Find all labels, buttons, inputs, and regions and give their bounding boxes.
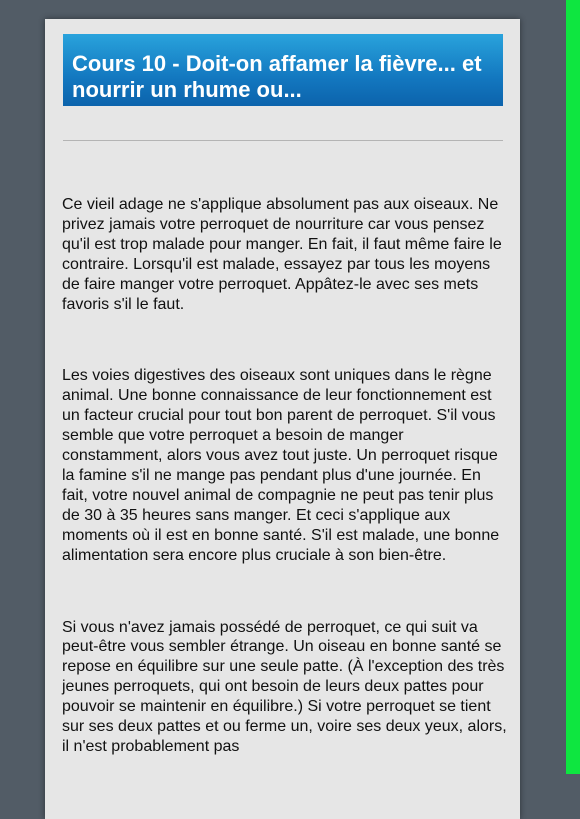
scrollbar-accent-bar xyxy=(566,0,580,774)
title-banner xyxy=(63,34,503,106)
paragraph-3: Si vous n'avez jamais possédé de perroquet, ce qui suit va peut-être vous sembler étrange. Un oiseau en bonne santé se repose en équilibre sur une seule patte. (À l'exception des très jeunes perroquets, qui ont besoin de leurs deux pattes pour pouvoir se maintenir en équilibre.) Si votre perroquet se tient sur ses deux pattes et ou ferme un, voire ses deux yeux, alors, il n'est probablement pas xyxy=(62,618,507,755)
paragraph-1: Ce vieil adage ne s'applique absolument pas aux oiseaux. Ne privez jamais votre perroquet de nourriture car vous pensez qu'il est trop malade pour manger. En fait, il faut même faire le contraire. Lorsqu'il est malade, essayez par tous les moyens de faire manger votre perroquet. Appâtez-le avec ses mets favoris s'il le faut. xyxy=(62,196,502,313)
divider xyxy=(63,140,503,141)
email-content-card xyxy=(45,19,520,819)
article-body xyxy=(62,195,507,809)
paragraph-2: Les voies digestives des oiseaux sont uniques dans le règne animal. Une bonne connaissance de leur fonctionnement est un facteur crucial pour tout bon parent de perroquet. S'il vous semble que votre perroquet a besoin de manger constamment, alors vous avez tout juste. Un perroquet risque la famine s'il ne mange pas pendant plus d'une journée. En fait, votre nouvel animal de compagnie ne peut pas tenir plus de 30 à 35 heures sans manger. Et ceci s'applique aux moments où il est en bonne santé. S'il est malade, une bonne alimentation sera encore plus cruciale à son bien-être. xyxy=(62,367,500,564)
page-title: Cours 10 - Doit-on affamer la fièvre... et nourrir un rhume ou... xyxy=(72,51,482,102)
